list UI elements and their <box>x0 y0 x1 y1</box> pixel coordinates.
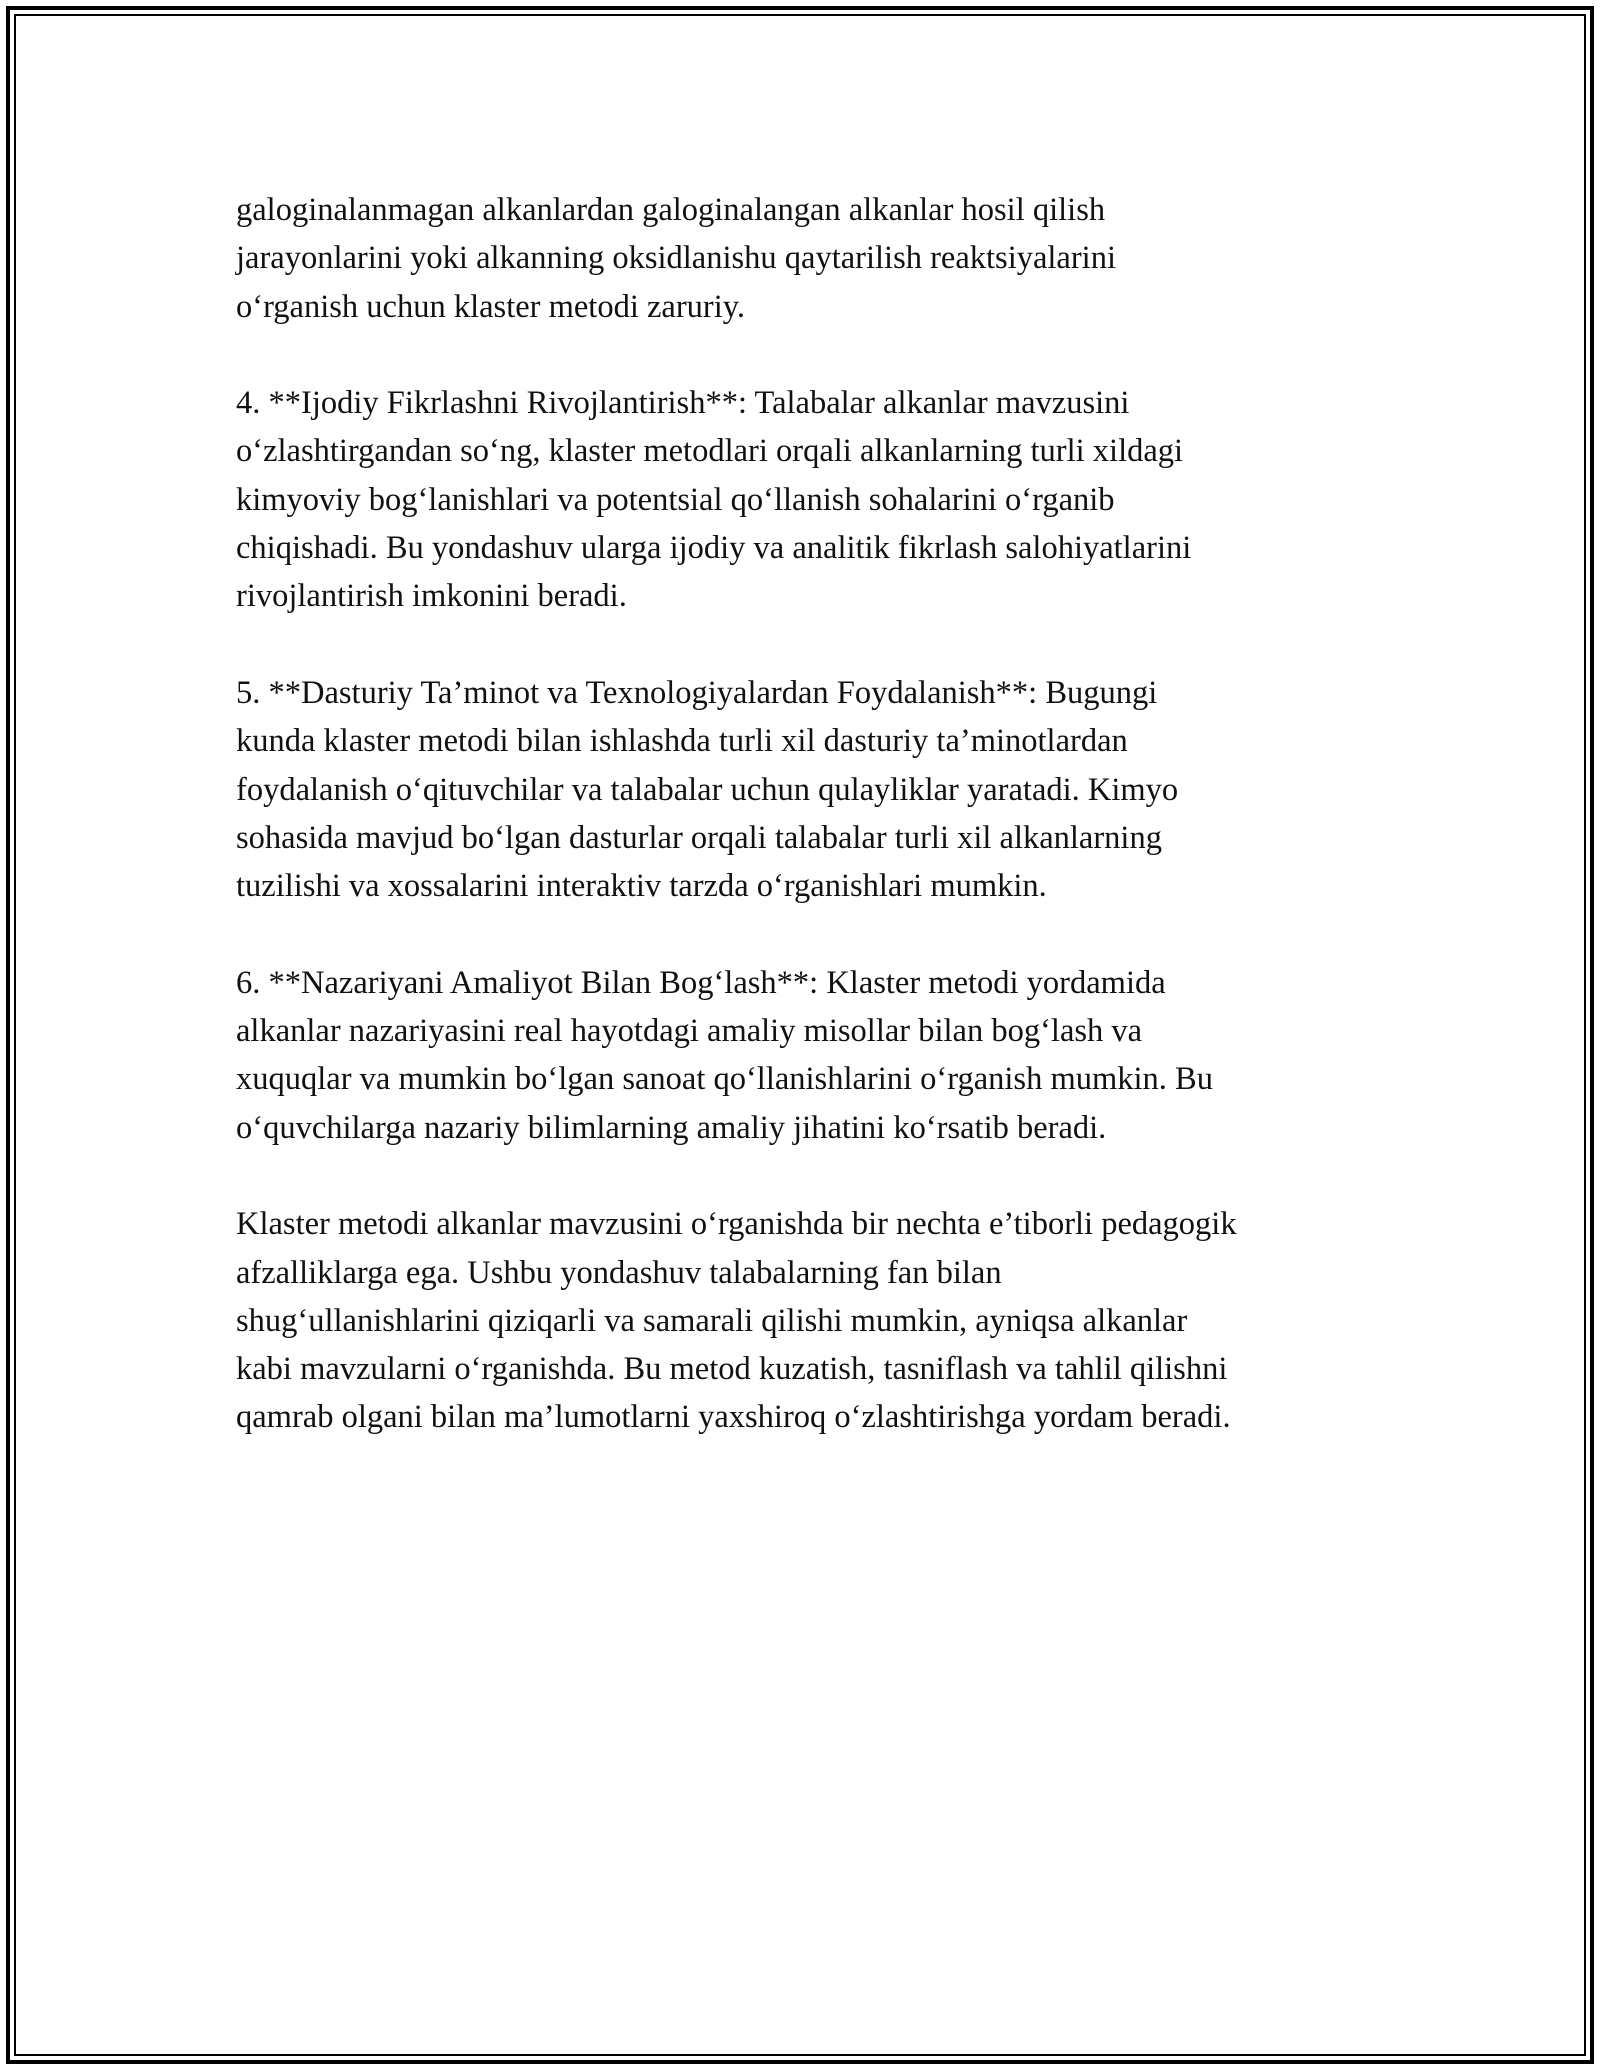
paragraph-continuation <box>236 186 1416 331</box>
text-line: 4. **Ijodiy Fikrlashni Rivojlantirish**: Talabalar alkanlar mavzusini <box>236 385 1130 422</box>
text-line: alkanlar nazariyasini real hayotdagi amaliy misollar bilan bog‘lash va <box>236 1013 1143 1050</box>
text-line: tuzilishi va xossalarini interaktiv tarzda o‘rganishlari mumkin. <box>236 868 1047 905</box>
text-line: kunda klaster metodi bilan ishlashda turli xil dasturiy ta’minotlardan <box>236 723 1128 760</box>
text-line: sohasida mavjud bo‘lgan dasturlar orqali talabalar turli xil alkanlarning <box>236 819 1162 856</box>
text-line: shug‘ullanishlarini qiziqarli va samarali qilishi mumkin, ayniqsa alkanlar <box>236 1302 1188 1339</box>
text-line: kabi mavzularni o‘rganishda. Bu metod kuzatish, tasniflash va tahlil qilishni <box>236 1351 1228 1388</box>
document-body <box>236 186 1416 1490</box>
text-line: chiqishadi. Bu yondashuv ularga ijodiy va analitik fikrlash salohiyatlarini <box>236 530 1192 567</box>
text-line: rivojlantirish imkonini beradi. <box>236 578 627 615</box>
paragraph-item-4 <box>236 379 1416 620</box>
text-line: galoginalanmagan alkanlardan galoginalangan alkanlar hosil qilish <box>236 192 1106 228</box>
text-line: o‘zlashtirgandan so‘ng, klaster metodlari orqali alkanlarning turli xildagi <box>236 433 1184 470</box>
text-line: o‘quvchilarga nazariy bilimlarning amaliy jihatini ko‘rsatib beradi. <box>236 1109 1107 1146</box>
text-line: 5. **Dasturiy Ta’minot va Texnologiyalardan Foydalanish**: Bugungi <box>236 674 1158 711</box>
text-line: kimyoviy bog‘lanishlari va potentsial qo‘llanish sohalarini o‘rganib <box>236 481 1115 518</box>
text-line: Klaster metodi alkanlar mavzusini o‘rganishda bir nechta e’tiborli pedagogik <box>236 1206 1237 1243</box>
text-line: 6. **Nazariyani Amaliyot Bilan Bog‘lash**: Klaster metodi yordamida <box>236 964 1166 1001</box>
text-line: xuquqlar va mumkin bo‘lgan sanoat qo‘llanishlarini o‘rganish mumkin. Bu <box>236 1061 1213 1098</box>
text-line: o‘rganish uchun klaster metodi zaruriy. <box>236 288 746 325</box>
text-line: foydalanish o‘qituvchilar va talabalar uchun qulayliklar yaratadi. Kimyo <box>236 771 1179 808</box>
paragraph-item-6 <box>236 959 1416 1152</box>
paragraph-item-5 <box>236 669 1416 910</box>
text-line: jarayonlarini yoki alkanning oksidlanishu qaytarilish reaktsiyalarini <box>236 240 1116 277</box>
text-line: afzalliklarga ega. Ushbu yondashuv talabalarning fan bilan <box>236 1254 1002 1291</box>
text-line: qamrab olgani bilan ma’lumotlarni yaxshiroq o‘zlashtirishga yordam beradi. <box>236 1399 1231 1436</box>
paragraph-conclusion <box>236 1200 1416 1441</box>
